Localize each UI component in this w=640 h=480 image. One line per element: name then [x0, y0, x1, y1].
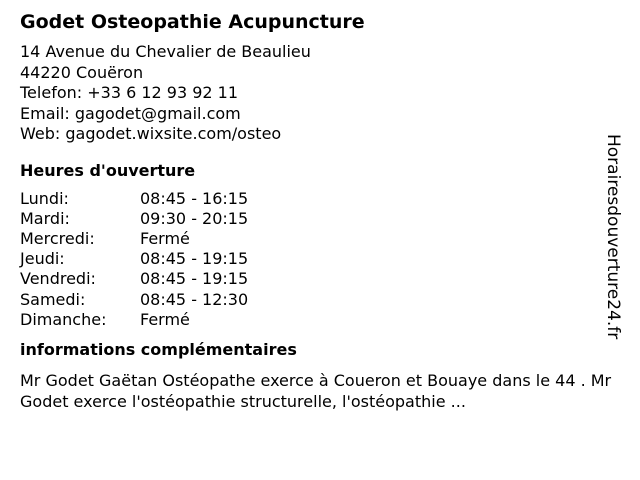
opening-hours-heading: Heures d'ouverture [20, 160, 196, 180]
day-label: Mardi: [20, 208, 70, 228]
hours-row-monday [20, 189, 620, 209]
day-label: Samedi: [20, 289, 86, 309]
hours-row-friday [20, 269, 620, 289]
day-label: Mercredi: [20, 228, 95, 248]
time-value: 08:45 - 12:30 [140, 289, 249, 309]
hours-row-tuesday [20, 209, 620, 229]
hours-row-saturday [20, 290, 620, 310]
hours-row-sunday [20, 310, 620, 330]
contact-block [20, 42, 620, 145]
day-label: Vendredi: [20, 269, 96, 289]
additional-info-text: Mr Godet Gaëtan Ostéopathe exerce à Coueron et Bouaye dans le 44 . Mr Godet exerce l'ostéopathie structurelle, l'ostéopathie ... [20, 370, 612, 411]
time-value: 08:45 - 19:15 [140, 249, 249, 269]
day-label: Dimanche: [20, 309, 107, 329]
phone-number: Telefon: +33 6 12 93 92 11 [20, 83, 239, 102]
time-value: 09:30 - 20:15 [140, 208, 249, 228]
email-address: Email: gagodet@gmail.com [20, 103, 241, 123]
business-name: Godet Osteopathie Acupuncture [20, 11, 365, 33]
additional-info-heading: informations complémentaires [20, 339, 297, 359]
time-value: 08:45 - 16:15 [140, 188, 249, 208]
day-label: Jeudi: [20, 249, 65, 269]
hours-row-wednesday [20, 229, 620, 249]
watermark-text: Horairesdouverture24.fr [603, 134, 623, 340]
day-label: Lundi: [20, 188, 69, 208]
business-card [20, 10, 623, 412]
time-value: 08:45 - 19:15 [140, 269, 249, 289]
hours-row-thursday [20, 249, 620, 269]
opening-hours-table [20, 189, 620, 330]
address-street: 14 Avenue du Chevalier de Beaulieu [20, 42, 311, 61]
website-address: Web: gagodet.wixsite.com/osteo [20, 124, 282, 143]
time-value: Fermé [140, 228, 190, 248]
address-city: 44220 Couëron [20, 62, 144, 82]
time-value: Fermé [140, 309, 190, 329]
